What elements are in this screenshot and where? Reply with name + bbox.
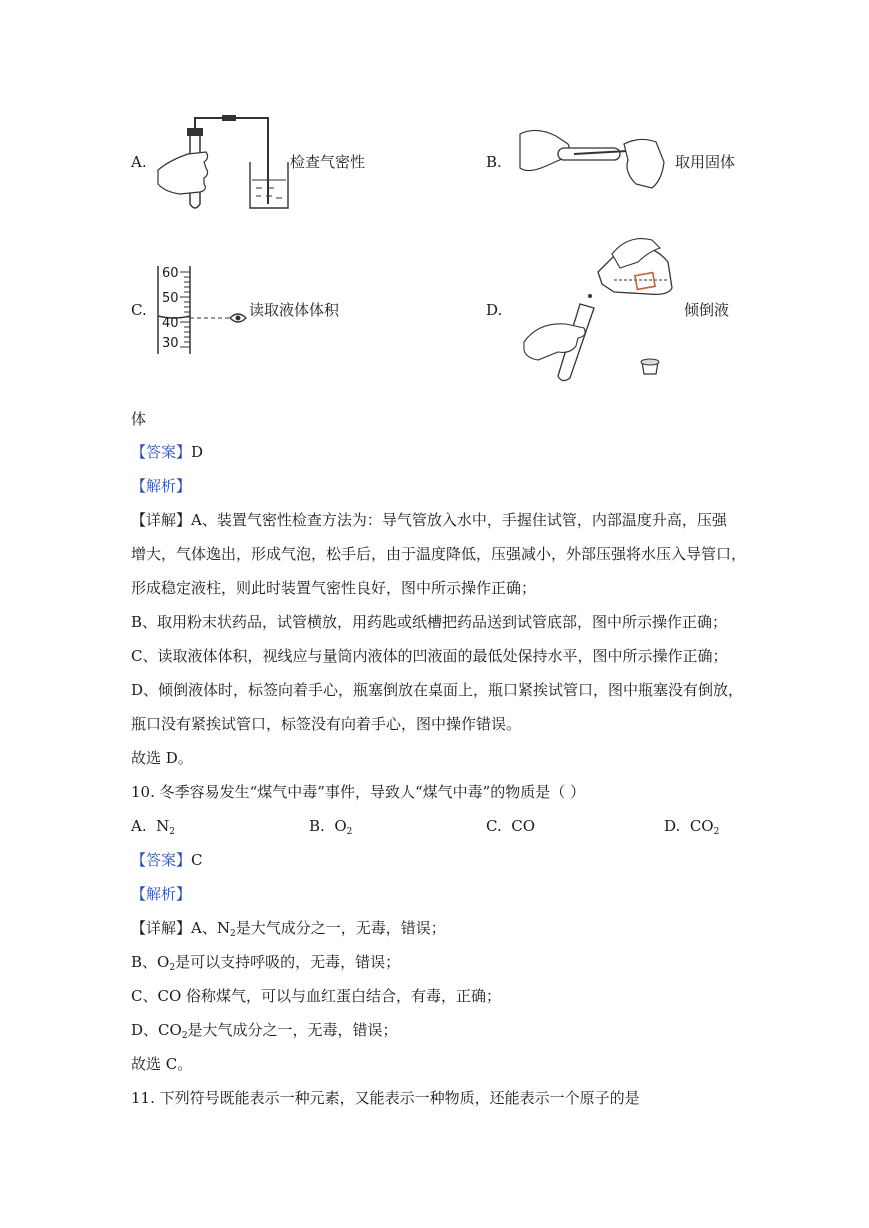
q10-option-a: A. $N_2$ [131,817,176,837]
q9-answer-value: D [191,443,204,461]
option-a-letter: A. [131,153,147,171]
q11-stem: 11. 下列符号既能表示一种元素，又能表示一种物质，还能表示一个原子的是 [131,1089,640,1107]
q9-analysis-label: 【解析】 [131,477,192,495]
q10-answer-value: C [191,851,203,869]
pour-liquid-figure [518,232,680,382]
scale-tick-40: 40 [162,316,179,331]
q10-option-b: B. $O_2$ [309,817,353,837]
q10-answer-label: 【答案】 [131,851,192,869]
option-d-caption: 倾倒液 [684,301,730,319]
q10-conclusion: 故选 C。 [131,1055,193,1073]
option-c-letter: C. [131,301,147,319]
airtightness-apparatus-figure [150,112,295,217]
take-solid-figure [516,122,666,202]
q9-detail-line: 【详解】A、装置气密性检查方法为：导气管放入水中，手握住试管，内部温度升高，压强 [131,511,727,529]
q9-detail-line: 增大，气体逸出，形成气泡，松手后，由于温度降低，压强减小，外部压强将水压入导管口， [131,545,747,563]
q9-detail-line: C、读取液体体积，视线应与量筒内液体的凹液面的最低处保持水平，图中所示操作正确； [131,647,728,665]
q10-analysis-label: 【解析】 [131,885,192,903]
q9-detail-line: D、倾倒液体时，标签向着手心，瓶塞倒放在桌面上，瓶口紧挨试管口，图中瓶塞没有倒放， [131,681,744,699]
q10-detail-line: 【详解】A、$N_2$是大气成分之一，无毒，错误； [131,919,446,939]
q10-option-c: C. CO [486,817,536,835]
option-d-caption-wrap: 体 [131,410,147,428]
scale-tick-60: 60 [162,266,179,281]
q9-detail-line: B、取用粉末状药品，试管横放，用药匙或纸槽把药品送到试管底部，图中所示操作正确； [131,613,728,631]
q10-detail-line: D、$CO_2$是大气成分之一，无毒，错误； [131,1021,398,1041]
q9-answer-label: 【答案】 [131,443,192,461]
q10-detail-line: B、$O_2$是可以支持呼吸的，无毒，错误； [131,953,401,973]
option-b-letter: B. [486,153,502,171]
q10-option-d: D. $CO_2$ [664,817,720,837]
scale-tick-30: 30 [162,336,179,351]
q9-detail-line: 形成稳定液柱，则此时装置气密性良好，图中所示操作正确； [131,579,537,597]
q10-detail-label: 【详解】 [131,919,192,937]
q10-stem: 10. 冬季容易发生“煤气中毒”事件，导致人“煤气中毒”的物质是（ ） [131,783,586,801]
option-a-caption: 检查气密性 [290,153,366,171]
q9-conclusion: 故选 D。 [131,749,193,767]
scale-tick-50: 50 [162,291,179,306]
option-c-caption: 读取液体体积 [249,301,340,319]
option-d-letter: D. [486,301,503,319]
q10-detail-line: C、CO 俗称煤气，可以与血红蛋白结合，有毒，正确； [131,987,502,1005]
q9-detail-line: 瓶口没有紧挨试管口，标签没有向着手心，图中操作错误。 [131,715,522,733]
option-b-caption: 取用固体 [675,153,736,171]
